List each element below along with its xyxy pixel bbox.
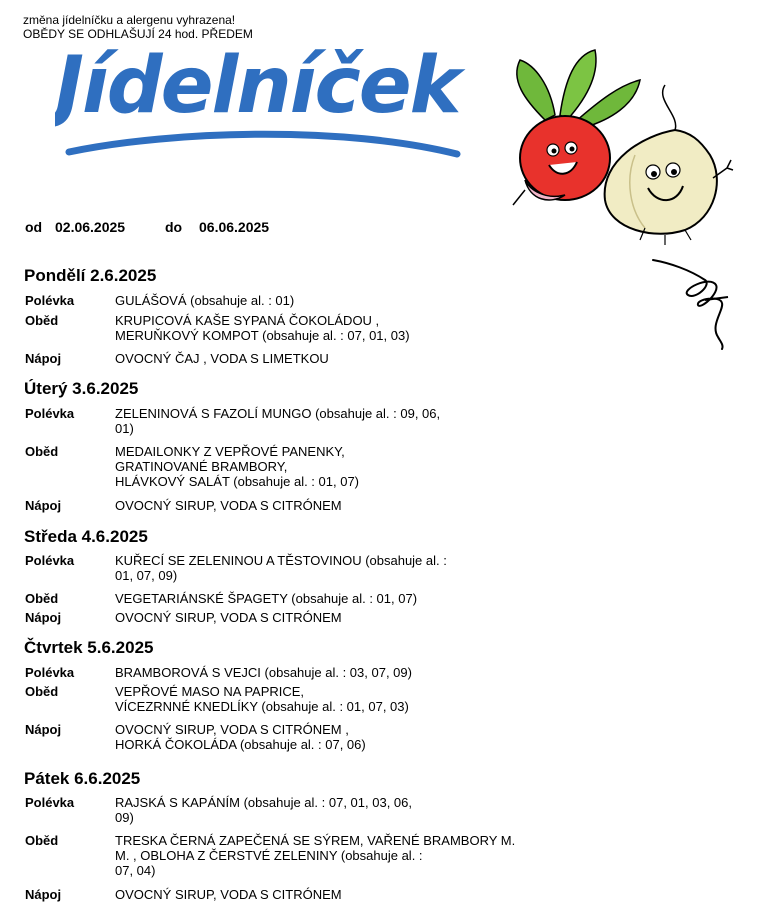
dish-line: GULÁŠOVÁ (obsahuje al. : 01) (115, 293, 295, 308)
dish-line: MEDAILONKY Z VEPŘOVÉ PANENKY, (115, 444, 345, 459)
category-label: Nápoj (25, 351, 62, 366)
dish-line: HORKÁ ČOKOLÁDA (obsahuje al. : 07, 06) (115, 737, 366, 752)
dish-line: 09) (115, 810, 134, 825)
category-label: Polévka (25, 795, 75, 810)
dish-line: VÍCEZRNNÉ KNEDLÍKY (obsahuje al. : 01, 07, 03) (115, 699, 409, 714)
dish-line: HLÁVKOVÝ SALÁT (obsahuje al. : 01, 07) (115, 474, 360, 489)
category-label: Oběd (25, 833, 59, 848)
category-label: Nápoj (25, 498, 62, 513)
category-label: Nápoj (25, 887, 62, 902)
category-label: Oběd (25, 684, 59, 699)
dish-line: M. , OBLOHA Z ČERSTVÉ ZELENINY (obsahuje al. : (115, 848, 423, 863)
day-title: Pondělí 2.6.2025 (24, 266, 157, 285)
dish-line: VEPŘOVÉ MASO NA PAPRICE, (115, 684, 305, 699)
category-label: Oběd (25, 591, 59, 606)
logo-text: Jídelníček (55, 41, 460, 131)
category-label: Polévka (25, 293, 75, 308)
from-date: 02.06.2025 (55, 219, 126, 235)
category-label: Oběd (25, 313, 59, 328)
dish-line: BRAMBOROVÁ S VEJCI (obsahuje al. : 03, 07, 09) (115, 665, 412, 680)
dish-line: VEGETARIÁNSKÉ ŠPAGETY (obsahuje al. : 01, 07) (115, 591, 418, 606)
dish-line: KUŘECÍ SE ZELENINOU A TĚSTOVINOU (obsahuje al. : (115, 553, 447, 568)
to-date: 06.06.2025 (199, 219, 270, 235)
dish-line: TRESKA ČERNÁ ZAPEČENÁ SE SÝREM, VAŘENÉ BRAMBORY M. (115, 833, 516, 848)
notice-line-2: OBĚDY SE ODHLAŠUJÍ 24 hod. PŘEDEM (23, 27, 253, 41)
to-label: do (165, 219, 183, 235)
dish-line: GRATINOVANÉ BRAMBORY, (115, 459, 288, 474)
vegetables-illustration (505, 40, 735, 250)
dish-line: OVOCNÝ SIRUP, VODA S CITRÓNEM (115, 610, 342, 625)
dish-line: ZELENINOVÁ S FAZOLÍ MUNGO (obsahuje al. : 09, 06, (115, 406, 441, 421)
dish-line: 01) (115, 421, 134, 436)
dish-line: OVOCNÝ SIRUP, VODA S CITRÓNEM , (115, 722, 349, 737)
menu-logo (55, 30, 475, 170)
dish-line: OVOCNÝ SIRUP, VODA S CITRÓNEM (115, 498, 342, 513)
category-label: Polévka (25, 406, 75, 421)
dish-line: RAJSKÁ S KAPÁNÍM (obsahuje al. : 07, 01, 03, 06, (115, 795, 412, 810)
dish-line: 07, 04) (115, 863, 156, 878)
day-title: Čtvrtek 5.6.2025 (24, 638, 154, 657)
dish-line: OVOCNÝ ČAJ , VODA S LIMETKOU (115, 351, 329, 366)
notice-line-1: změna jídelníčku a alergenu vyhrazena! (23, 13, 236, 27)
category-label: Nápoj (25, 610, 62, 625)
day-title: Středa 4.6.2025 (24, 527, 148, 546)
day-title: Úterý 3.6.2025 (24, 379, 139, 398)
category-label: Oběd (25, 444, 59, 459)
signature (650, 255, 735, 350)
dish-line: KRUPICOVÁ KAŠE SYPANÁ ČOKOLÁDOU , (115, 313, 380, 328)
dish-line: OVOCNÝ SIRUP, VODA S CITRÓNEM (115, 887, 342, 902)
category-label: Nápoj (25, 722, 62, 737)
dish-line: MERUŇKOVÝ KOMPOT (obsahuje al. : 07, 01, 03) (115, 328, 410, 343)
date-range (25, 219, 269, 235)
category-label: Polévka (25, 553, 75, 568)
from-label: od (25, 219, 43, 235)
dish-line: 01, 07, 09) (115, 568, 178, 583)
category-label: Polévka (25, 665, 75, 680)
day-title: Pátek 6.6.2025 (24, 769, 141, 788)
